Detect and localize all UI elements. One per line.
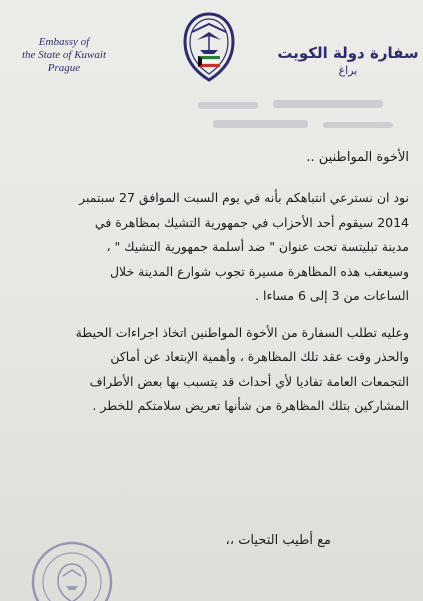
letterhead-arabic-name: سفارة دولة الكويت xyxy=(277,44,419,62)
paragraph-line: مدينة تبليتسة تحت عنوان " ضد أسلمة جمهورية التشيك " ، xyxy=(106,239,409,254)
paragraph-line: المشاركين بتلك المظاهرة من شأنها تعريض سلامتكم للخطر . xyxy=(92,398,409,413)
letterhead-english-line-2: the State of Kuwait xyxy=(21,49,107,61)
letter-body xyxy=(14,148,409,419)
show-through-text xyxy=(193,96,403,136)
paragraph-line: والحذر وقت عقد تلك المظاهرة ، وأهمية الإبتعاد عن أماكن xyxy=(110,349,409,364)
letterhead-english-line-3: Prague xyxy=(47,62,81,74)
paragraph-advice xyxy=(14,321,409,419)
paragraph-line: 2014 سيقوم أحد الأحزاب في جمهورية التشيك بمظاهرة في xyxy=(94,214,409,230)
paragraph-line: الساعات من 3 إلى 6 مساءا . xyxy=(255,288,409,303)
letterhead-english xyxy=(0,36,128,75)
embassy-stamp-icon xyxy=(30,540,114,601)
paragraph-line: وعليه تطلب السفارة من الأخوة المواطنين اتخاذ اجراءات الحيطة xyxy=(75,324,409,340)
kuwait-emblem-icon xyxy=(178,10,240,84)
paragraph-line: نود ان نسترعي انتباهكم بأنه في يوم السبت الموافق 27 سبتمبر xyxy=(79,190,409,205)
letterhead-arabic xyxy=(273,42,423,78)
letterhead-english-line-1: Embassy of xyxy=(38,36,90,48)
paragraph-line: وسيعقب هذه المظاهرة مسيرة تجوب شوارع المدينة خلال xyxy=(109,263,409,279)
paragraph-notice xyxy=(14,186,409,309)
greeting: الأخوة المواطنين .. xyxy=(306,150,409,165)
paragraph-line: التجمعات العامة تفاديا لأي أحداث قد يتسبب بها بعض الأطراف xyxy=(89,373,409,389)
closing-line: مع أطيب التحيات ،، xyxy=(225,533,331,548)
letterhead-arabic-city: براغ xyxy=(338,64,358,77)
